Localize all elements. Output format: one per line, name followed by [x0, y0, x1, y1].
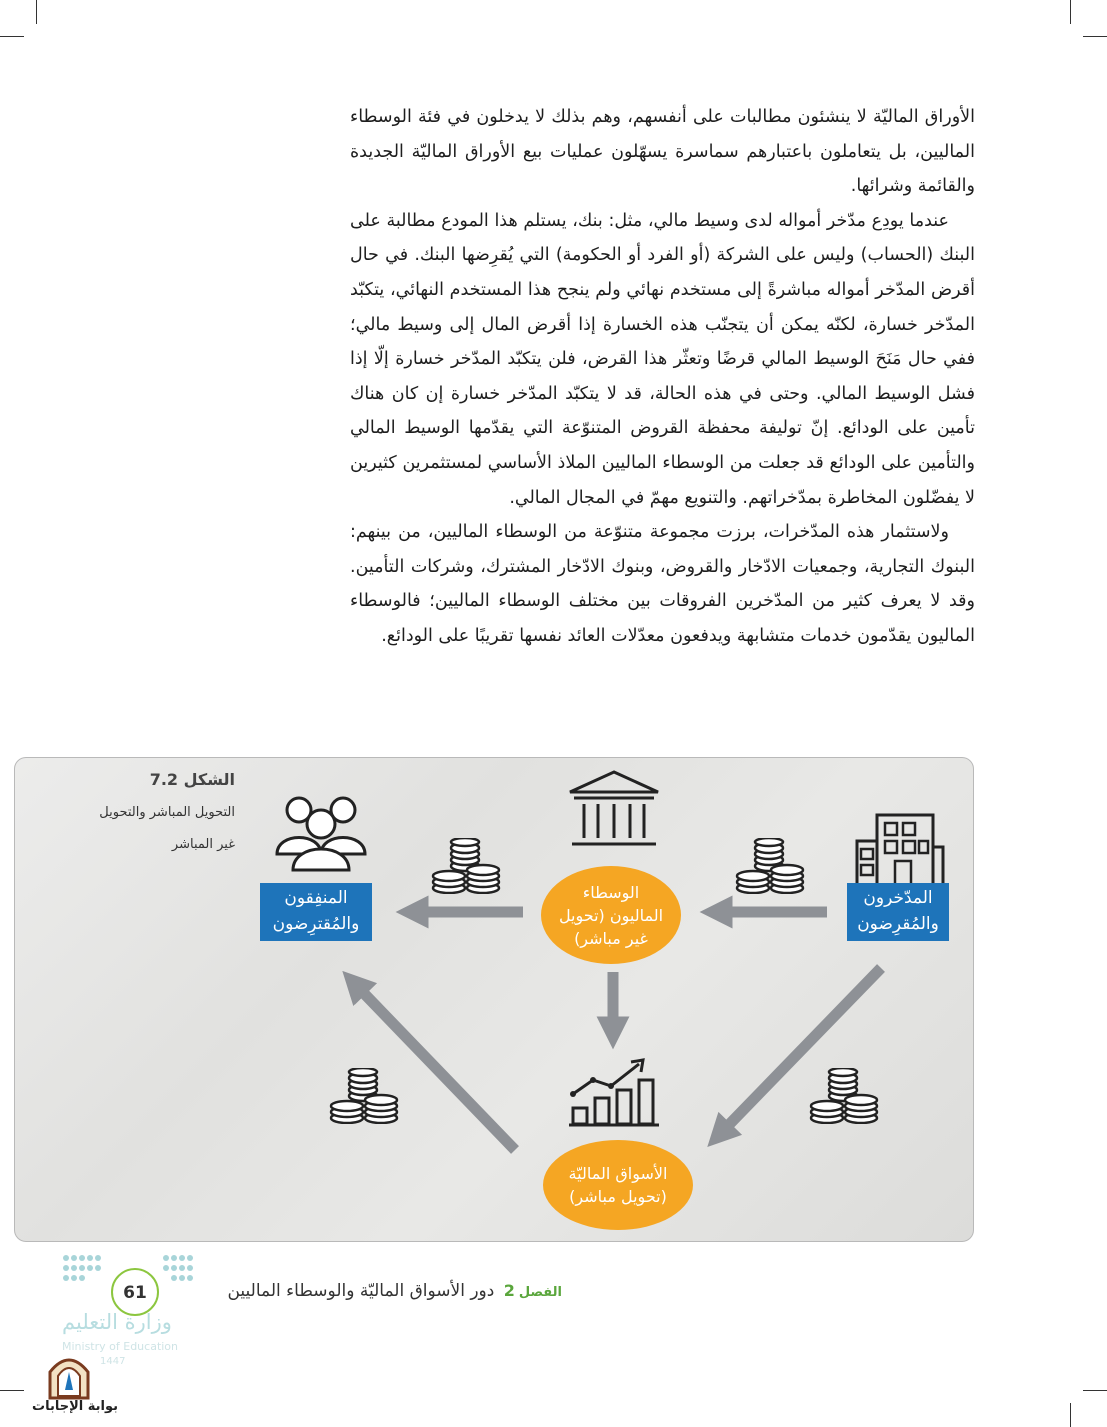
crop-mark: [0, 1390, 24, 1391]
portal-label: بوابة الإجابات: [32, 1399, 118, 1414]
people-group-icon: [271, 792, 371, 872]
chapter-title: دور الأسواق الماليّة والوسطاء الماليين: [227, 1281, 495, 1301]
paragraph: عندما يودِع مدّخر أمواله لدى وسيط مالي، مثل: بنك، يستلم هذا المودع مطالبة على البنك (الحساب) وليس على الشركة (أو الفرد أو الحكومة) التي يُقرِضها البنك. في حال أقرض المدّخر أمواله مباشرةً إلى مستخدم نهائي ولم ينجح هذا المستخدم النهائي، يتكبّد المدّخر خسارة، لكنّه يمكن أن يتجنّب هذه الخسارة إذا أقرض المال إلى وسيط مالي؛ ففي حال مَنَحَ الوسيط المالي قرضًا وتعثّر هذا القرض، فلن يتكبّد المدّخر خسارة إلّا إذا فشل الوسيط المالي. وحتى في هذه الحالة، قد لا يتكبّد المدّخر خسارة إن كان هناك تأمين على الودائع. إنّ توليفة محفظة القروض المتنوّعة التي يقدّمها الوسيط المالي والتأمين على الودائع قد جعلت من الوسطاء الماليين الملاذ الأساسي لمستثمرين كثيرين لا يفضّلون المخاطرة بمدّخراتهم. والتنويع مهمّ في المجال المالي.: [350, 210, 975, 508]
coin-stack-icon: [807, 1068, 881, 1124]
financial-intermediaries-label: الوسطاء الماليون (تحويل غير مباشر): [541, 866, 681, 964]
figure-7-2: [14, 757, 974, 1242]
crop-mark: [0, 36, 24, 37]
page-number: 61: [111, 1268, 159, 1316]
crop-mark: [1070, 0, 1071, 24]
crop-mark: [1070, 1403, 1071, 1427]
growth-chart-icon: [567, 1058, 661, 1128]
coin-stack-icon: [429, 838, 503, 894]
paragraph: ولاستثمار هذه المدّخرات، برزت مجموعة متنوّعة من الوسطاء الماليين، من بينهم: البنوك التجارية، وجمعيات الادّخار والقروض، وبنوك الادّخار المشترك، وشركات التأمين. وقد لا يعرف كثير من المدّخرين الفروقات بين مختلف الوسطاء الماليين؛ فالوسطاء الماليون يقدّمون خدمات متشابهة ويدفعون معدّلات العائد نفسها تقريبًا على الودائع.: [350, 522, 975, 646]
coin-stack-icon: [733, 838, 807, 894]
bank-building-icon: [568, 770, 660, 850]
figure-description: التحويل المباشر والتحويل غير المباشر: [99, 805, 235, 852]
figure-title: الشكل 7.2: [149, 770, 235, 789]
crop-mark: [1083, 1390, 1107, 1391]
coin-stack-icon: [327, 1068, 401, 1124]
office-building-icon: [851, 813, 947, 889]
spenders-borrowers-label: المنفِقون والمُقترِضون: [260, 883, 372, 941]
financial-markets-label: الأسواق الماليّة (تحويل مباشر): [543, 1140, 693, 1230]
ministry-year: 1447: [100, 1356, 126, 1367]
chapter-footer: [227, 1281, 562, 1301]
chapter-number: 2: [503, 1281, 515, 1300]
ministry-name-english: Ministry of Education: [62, 1340, 179, 1353]
paragraph: الأوراق الماليّة لا ينشئون مطالبات على أنفسهم، وهم بذلك لا يدخلون في فئة الوسطاء الماليين، بل يتعاملون باعتبارهم سماسرة يسهّلون عمليات بيع الأوراق الماليّة الجديدة والقائمة وشرائها.: [350, 107, 975, 197]
portal-logo-icon: [46, 1350, 92, 1400]
savers-lenders-label: المدّخرون والمُقرِضون: [847, 883, 949, 941]
figure-caption: [95, 770, 235, 861]
ministry-name-arabic: وزارة التعليم: [62, 1310, 172, 1334]
body-text: [350, 100, 975, 654]
chapter-word: الفصل: [518, 1285, 562, 1300]
crop-mark: [1083, 36, 1107, 37]
crop-mark: [36, 0, 37, 24]
